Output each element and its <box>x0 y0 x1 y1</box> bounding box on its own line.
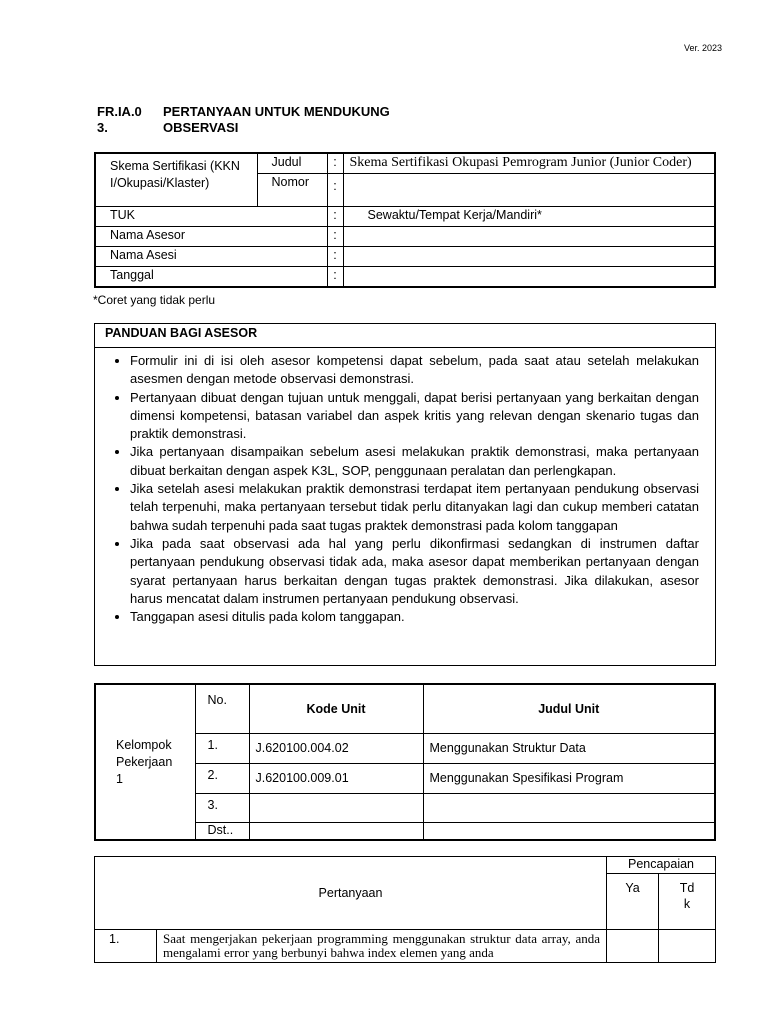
table-row <box>95 930 716 963</box>
guide-item: • Jika pertanyaan disampaikan sebelum asesi melakukan praktik demonstrasi, maka pertanyaan dibuat berkaitan dengan aspek K3L, SOP, penggunaan peralatan dan perlengkapan. <box>130 443 699 480</box>
answer-yes-cell[interactable] <box>607 930 659 963</box>
unit-judul[interactable] <box>423 822 715 840</box>
version-label: Ver. 2023 <box>683 43 722 53</box>
col-achievement-header: Pencapaian <box>607 857 716 874</box>
asesor-value[interactable] <box>343 227 715 247</box>
unit-judul[interactable] <box>423 793 715 822</box>
guide-heading: PANDUAN BAGI ASESOR <box>95 324 715 348</box>
colon: : <box>327 174 343 207</box>
footnote: *Coret yang tidak perlu <box>93 293 216 307</box>
form-code-line2: 3. <box>97 120 108 135</box>
nomor-label: Nomor <box>257 174 327 207</box>
answer-no-cell[interactable] <box>659 930 716 963</box>
guide-list <box>95 352 715 626</box>
asesi-label: Nama Asesi <box>95 247 327 267</box>
asesi-value[interactable] <box>343 247 715 267</box>
colon: : <box>327 227 343 247</box>
col-question-header: Pertanyaan <box>95 857 607 930</box>
guide-item: • Jika setelah asesi melakukan praktik demonstrasi terdapat item pertanyaan pendukung observasi telah terpenuhi, maka pertanyaan tersebut tidak perlu ditanyakan lagi dan cukup memberi catatan bahwa sudah terpenuhi pada saat tugas praktek demonstrasi pada kolom tanggapan <box>130 480 699 535</box>
guide-item: • Pertanyaan dibuat dengan tujuan untuk menggali, dapat berisi pertanyaan yang berkaitan dengan dimensi kompetensi, batasan variabel dan aspek kritis yang relevan dengan skenario tugas dan praktik demonstrasi. <box>130 389 699 444</box>
colon: : <box>327 153 343 174</box>
tuk-label: TUK <box>95 207 327 227</box>
unit-kode: J.620100.004.02 <box>249 733 423 763</box>
unit-kode[interactable] <box>249 822 423 840</box>
question-no: 1. <box>95 930 157 963</box>
asesor-label: Nama Asesor <box>95 227 327 247</box>
skema-label: Skema Sertifikasi (KKNI/Okupasi/Klaster) <box>95 153 257 207</box>
guide-item: • Formulir ini di isi oleh asesor kompetensi dapat sebelum, pada saat atau setelah melakukan asesmen dengan metode observasi demonstrasi. <box>130 352 699 389</box>
colon: : <box>327 267 343 288</box>
unit-no: 2. <box>195 763 249 793</box>
form-code <box>97 104 142 136</box>
form-code-line1: FR.IA.0 <box>97 104 142 119</box>
col-no-header: Tdk <box>659 874 716 930</box>
judul-label: Judul <box>257 153 327 174</box>
group-label: Kelompok Pekerjaan 1 <box>95 684 195 840</box>
tanggal-label: Tanggal <box>95 267 327 288</box>
unit-judul: Menggunakan Spesifikasi Program <box>423 763 715 793</box>
unit-judul: Menggunakan Struktur Data <box>423 733 715 763</box>
unit-no: Dst.. <box>195 822 249 840</box>
question-text: Saat mengerjakan pekerjaan programming menggunakan struktur data array, anda mengalami error yang berbunyi bahwa index elemen yang anda <box>157 930 607 963</box>
colon: : <box>327 247 343 267</box>
col-yes-header: Ya <box>607 874 659 930</box>
unit-kode: J.620100.009.01 <box>249 763 423 793</box>
unit-kode[interactable] <box>249 793 423 822</box>
col-kode-header: Kode Unit <box>249 684 423 733</box>
tuk-value[interactable]: Sewaktu/Tempat Kerja/Mandiri* <box>343 207 715 227</box>
info-table <box>94 152 716 288</box>
form-title <box>163 104 390 136</box>
judul-value[interactable]: Skema Sertifikasi Okupasi Pemrogram Junior (Junior Coder) <box>343 153 715 174</box>
unit-no: 3. <box>195 793 249 822</box>
unit-table <box>94 683 716 841</box>
colon: : <box>327 207 343 227</box>
question-table <box>94 856 716 963</box>
col-judul-header: Judul Unit <box>423 684 715 733</box>
guide-item: • Tanggapan asesi ditulis pada kolom tanggapan. <box>130 608 699 626</box>
form-title-line1: PERTANYAAN UNTUK MENDUKUNG <box>163 104 390 119</box>
form-title-line2: OBSERVASI <box>163 120 239 135</box>
nomor-value[interactable] <box>343 174 715 207</box>
assessor-guide <box>94 323 716 666</box>
guide-item: • Jika pada saat observasi ada hal yang perlu dikonfirmasi sedangkan di instrumen daftar pertanyaan pendukung observasi tidak ada, maka asesor dapat memberikan pertanyaan dengan syarat pertanyaan harus berkaitan dengan tugas praktek demonstrasi. Jika dilakukan, asesor harus mencatat dalam instrumen pertanyaan pendukung observasi. <box>130 535 699 608</box>
tanggal-value[interactable] <box>343 267 715 288</box>
col-no-header: No. <box>195 684 249 733</box>
unit-no: 1. <box>195 733 249 763</box>
